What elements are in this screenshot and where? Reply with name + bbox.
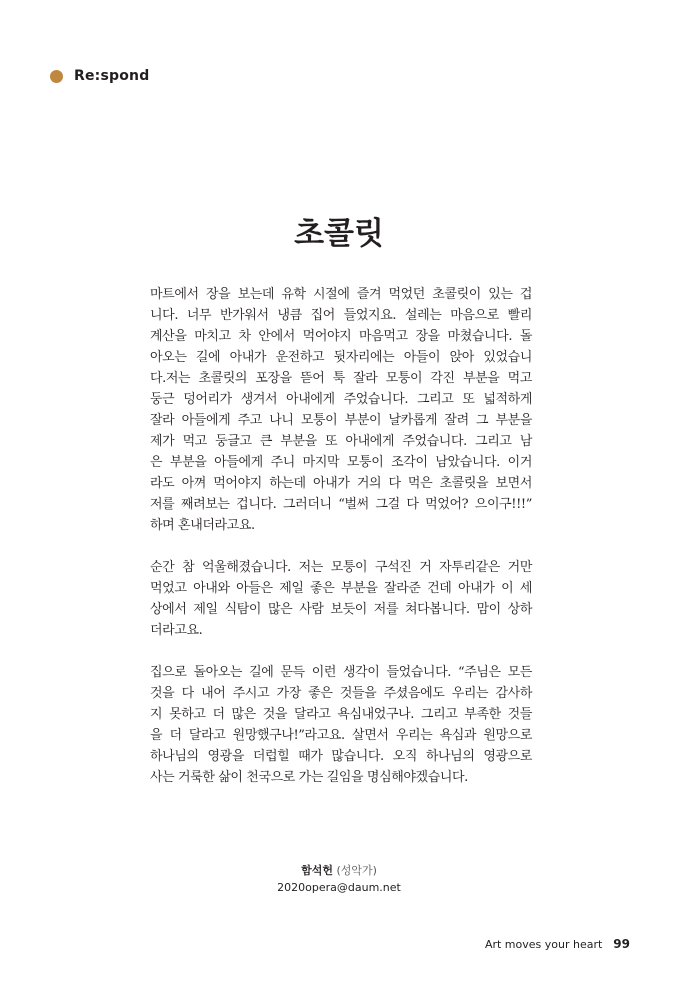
section-bullet-icon	[50, 70, 63, 83]
paragraph-line: 다.저는 초콜릿의 포장을 뜯어 툭 잘라 모퉁이 각진 부분을 먹고	[150, 371, 532, 386]
paragraph-line: 니다. 너무 반가워서 냉큼 집어 들었지요. 설레는 마음으로 빨리	[150, 308, 532, 323]
paragraph-line: 저를 째려보는 겁니다. 그러더니 “벌써 그걸 다 먹었어? 으이구!!!”	[150, 497, 532, 512]
paragraph-line: 지 못하고 더 많은 것을 달라고 욕심내었구나. 그리고 부족한 것들	[150, 707, 532, 722]
paragraph-line: 라도 아껴 먹어야지 하는데 아내가 거의 다 먹은 초콜릿을 보면서	[150, 476, 532, 491]
section-tag	[50, 68, 149, 84]
author-name: 함석헌	[301, 864, 333, 877]
article-paragraph	[150, 557, 532, 641]
author-email: 2020opera@daum.net	[277, 881, 401, 894]
paragraph-line: 것을 다 내어 주시고 가장 좋은 것들을 주셨음에도 우리는 감사하	[150, 686, 532, 701]
article-body	[150, 284, 532, 809]
article-paragraph	[150, 284, 532, 536]
author-role: (성악가)	[336, 864, 377, 877]
paragraph-line: 상에서 제일 식탐이 많은 사람 보듯이 저를 쳐다봅니다. 맘이 상하	[150, 602, 532, 617]
paragraph-line: 집으로 돌아오는 길에 문득 이런 생각이 들었습니다. “주님은 모든	[150, 665, 532, 680]
footer-tagline: Art moves your heart	[484, 938, 603, 951]
paragraph-line: 더라고요.	[150, 623, 203, 638]
page-number: 99	[613, 937, 630, 951]
paragraph-line: 은 부분을 아들에게 주니 마지막 모퉁이 조각이 남았습니다. 이거	[150, 455, 532, 470]
article-paragraph	[150, 662, 532, 788]
paragraph-line: 하며 혼내더라고요.	[150, 518, 255, 533]
paragraph-line: 먹었고 아내와 아들은 제일 좋은 부분을 잘라준 건데 아내가 이 세	[150, 581, 532, 596]
paragraph-line: 잘라 아들에게 주고 나니 모퉁이 부분이 날카롭게 잘려 그 부분을	[150, 413, 532, 428]
paragraph-line: 둥근 덩어리가 생겨서 아내에게 주었습니다. 그리고 또 넓적하게	[150, 392, 532, 407]
paragraph-line: 계산을 마치고 차 안에서 먹어야지 마음먹고 장을 마쳤습니다. 돌	[150, 329, 532, 344]
paragraph-line: 을 더 달라고 원망했구나!”라고요. 살면서 우리는 욕심과 원망으로	[150, 728, 532, 743]
paragraph-line: 사는 거룩한 삶이 천국으로 가는 길임을 명심해야겠습니다.	[150, 770, 468, 785]
paragraph-line: 하나님의 영광을 더럽힐 때가 많습니다. 오직 하나님의 영광으로	[150, 749, 532, 764]
paragraph-line: 마트에서 장을 보는데 유학 시절에 즐겨 먹었던 초콜릿이 있는 겁	[150, 287, 532, 302]
paragraph-line: 제가 먹고 둥글고 큰 부분을 또 아내에게 주었습니다. 그리고 남	[150, 434, 532, 449]
paragraph-line: 아오는 길에 아내가 운전하고 뒷자리에는 아들이 앉아 있었습니	[150, 350, 532, 365]
paragraph-line: 순간 참 억울해졌습니다. 저는 모퉁이 구석진 거 자투리같은 거만	[150, 560, 532, 575]
article-title: 초콜릿	[294, 216, 384, 252]
author-byline	[0, 862, 678, 896]
section-label: Re:spond	[74, 68, 150, 84]
page-footer	[485, 937, 630, 951]
